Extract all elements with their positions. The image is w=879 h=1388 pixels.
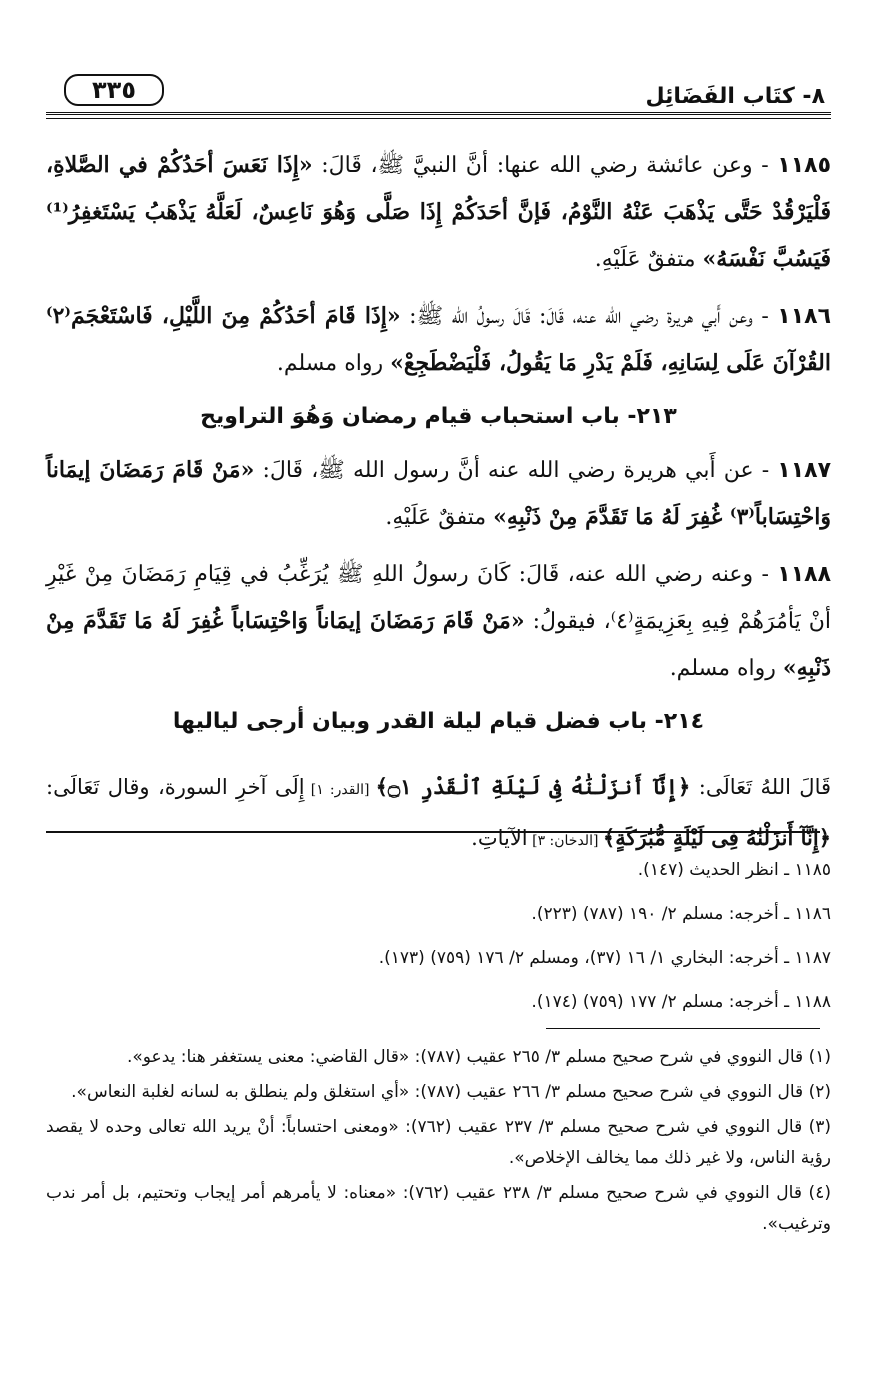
footnote-item: (٢) قال النووي في شرح صحيح مسلم ٣/ ٢٦٦ عقيب (٧٨٧): «أي استغلق ولم ينطلق به لسانه لغلبة النعاس». <box>71 1082 831 1102</box>
hadith-grading: متفقٌ عَلَيْهِ. <box>594 247 703 272</box>
hadith-intro: - وعن أَبي هريرة رضي الله عنه، قَالَ: قَالَ رسولُ الله ﷺ: <box>400 304 778 329</box>
chapter-title: ٨- كتَاب الفَضَائِل <box>645 84 825 109</box>
hadith-1185 <box>46 142 831 283</box>
takhrij-item: ١١٨٧ ـ أخرجه: البخاري ١/ ١٦ (٣٧)، ومسلم ٢/ ١٧٦ (٧٥٩) (١٧٣). <box>378 948 831 968</box>
hadith-1186 <box>46 293 831 387</box>
hadith-intro: - وعنه رضي الله عنه، قَالَ: كَانَ رسولُ اللهِ ﷺ يُرَغِّبُ في قِيَامِ رَمَضَانَ مِنْ غَيْرِ أنْ يَأمُرَهُمْ فِيهِ بِعَزِيمَةٍ⁽٤⁾، فيقولُ: <box>46 562 831 634</box>
hadith-intro: - وعن عائشة رضي الله عنها: أنَّ النبيَّ ﷺ، قَالَ: <box>312 153 778 178</box>
footnote-item: (٤) قال النووي في شرح صحيح مسلم ٣/ ٢٣٨ عقيب (٧٦٢): «معناه: لا يأمرهم أمر إيجاب وتحتيم، بل أمر ندب وترغيب». <box>46 1183 831 1234</box>
verse-mid: إِلَى آخرِ السورة، وقال تَعَالَى: <box>46 775 305 799</box>
footnote-item: (٣) قال النووي في شرح صحيح مسلم ٣/ ٢٣٧ عقيب (٧٦٢): «ومعنى احتساباً: أنْ يريد الله تعالى وحده لا يقصد رؤية الناس، ولا غير ذلك مما يخالف الإخلاص». <box>46 1117 831 1168</box>
verse-ref-dukhan: [الدخان: ٣] <box>527 833 603 849</box>
verse-ref-qadr: [القدر: ١] <box>304 782 376 798</box>
footnotes <box>46 1042 831 1244</box>
verse-intro: قَالَ اللهُ تَعَالَى: <box>690 775 832 799</box>
hadith-grading: متفقٌ عَلَيْهِ. <box>385 505 494 530</box>
hadith-number: ١١٨٧ <box>777 458 831 483</box>
hadith-quote: «مَنْ قَامَ رَمَضَانَ إيمَاناً وَاحْتِسَاباً⁽٣⁾ غُفِرَ لَهُ مَا تَقَدَّمَ مِنْ ذَنْبِهِ» <box>46 457 831 530</box>
takhrij-list <box>46 848 831 1024</box>
verse-qadr: ﴿إِنَّآ أَنزَلْنَٰهُ فِى لَيْلَةِ ٱلْقَدْرِ ۝١﴾ <box>375 774 691 799</box>
hadith-1188 <box>46 551 831 692</box>
takhrij-separator <box>46 831 820 833</box>
takhrij-item: ١١٨٥ ـ انظر الحديث (١٤٧). <box>637 860 831 880</box>
footnote-separator <box>546 1028 820 1029</box>
section-heading-214: ٢١٤- باب فضل قيام ليلة القدر وبيان أرجى لياليها <box>172 709 705 734</box>
hadith-quote: «مَنْ قَامَ رَمَضَانَ إيمَاناً وَاحْتِسَاباً غُفِرَ لَهُ مَا تَقَدَّمَ مِنْ ذَنْبِهِ» <box>46 608 831 681</box>
section-heading-213: ٢١٣- باب استحباب قيام رمضان وَهُوَ التراويح <box>200 404 677 429</box>
takhrij-item: ١١٨٦ ـ أخرجه: مسلم ٢/ ١٩٠ (٧٨٧) (٢٢٣). <box>531 904 831 924</box>
hadith-number: ١١٨٨ <box>777 562 831 587</box>
takhrij-item: ١١٨٨ ـ أخرجه: مسلم ٢/ ١٧٧ (٧٥٩) (١٧٤). <box>531 992 831 1012</box>
hadith-grading: رواه مسلم. <box>276 351 391 376</box>
header-rule <box>46 112 831 119</box>
hadith-quote: «إِذَا قَامَ أحَدُكُمْ مِنَ اللَّيْلِ، فَاسْتَعْجَمَ⁽٢⁾ القُرْآنَ عَلَى لِسَانِهِ، فَلَمْ يَدْرِ مَا يَقُولُ، فَلْيَضْطَجِعْ» <box>46 303 831 376</box>
hadith-intro: - عن أَبي هريرة رضي الله عنه أنَّ رسول الله ﷺ، قَالَ: <box>254 458 778 483</box>
hadith-quote: «إِذَا نَعَسَ أحَدُكُمْ في الصَّلاةِ، فَلْيَرْقُدْ حَتَّى يَذْهَبَ عَنْهُ النَّوْمُ، فَإنَّ أحَدَكُمْ إِذَا صَلَّى وَهُوَ نَاعِسٌ، لَعَلَّهُ يَذْهَبُ يَسْتَغفِرُ⁽¹⁾ فَيَسُبَّ نَفْسَهُ» <box>46 152 831 272</box>
verse-dukhan: ﴿إِنَّآ أَنزَلْنَٰهُ فِى لَيْلَةٍ مُّبَٰرَكَةٍ﴾ <box>602 825 831 850</box>
page-header <box>46 70 831 112</box>
hadith-number: ١١٨٦ <box>777 304 831 329</box>
main-text <box>46 142 831 886</box>
hadith-number: ١١٨٥ <box>777 153 832 178</box>
page-number: ٣٣٥ <box>64 74 164 106</box>
footnote-item: (١) قال النووي في شرح صحيح مسلم ٣/ ٢٦٥ عقيب (٧٨٧): «قال القاضي: معنى يستغفر هنا: يدعو». <box>126 1047 831 1067</box>
hadith-grading: رواه مسلم. <box>669 656 783 681</box>
verse-end: الآياتِ. <box>471 826 528 850</box>
hadith-1187 <box>46 447 831 541</box>
